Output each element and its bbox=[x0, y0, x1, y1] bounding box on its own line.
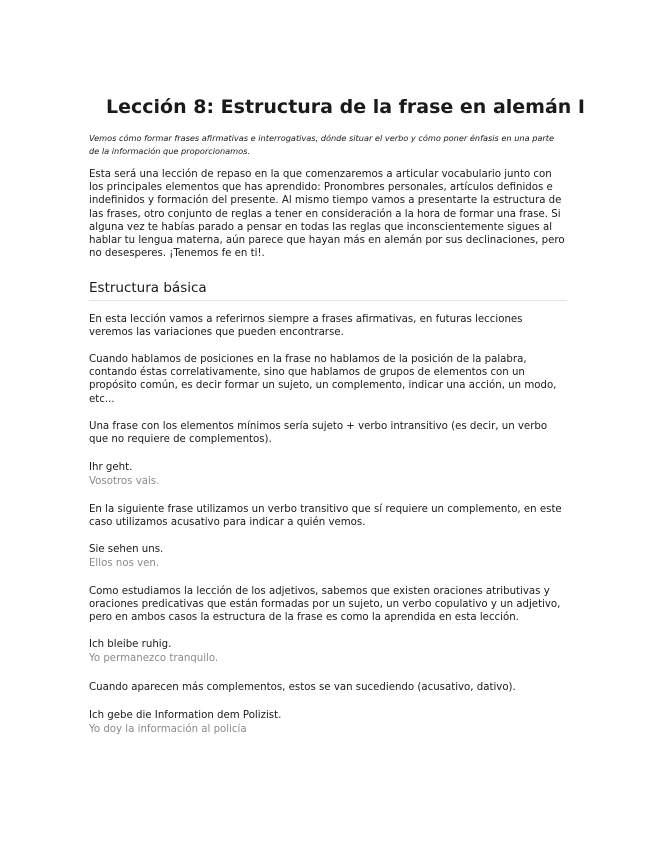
paragraph: Como estudiamos la lección de los adjetivos, sabemos que existen oraciones atributivas y oraciones predicativas que están formadas por un sujeto, un verbo copulativo y un adjetivo, pero en ambos casos la estructura de la frase es como la aprendida en esta lección. bbox=[89, 586, 561, 624]
german-example: Sie sehen uns. bbox=[89, 544, 164, 555]
spanish-translation: Vosotros vais. bbox=[89, 475, 160, 487]
paragraph: En la siguiente frase utilizamos un verbo transitivo que sí requiere un complemento, en este caso utilizamos acusativo para indicar a quién vemos. bbox=[89, 504, 562, 529]
example-block bbox=[89, 543, 567, 570]
section-heading: Estructura básica bbox=[89, 280, 207, 296]
intro-block bbox=[89, 168, 567, 260]
paragraph: Cuando hablamos de posiciones en la frase no hablamos de la posición de la palabra, contando éstas correlativamente, sino que hablamos de grupos de elementos con un propósito común, es decir formar un sujeto, un complemento, indicar una acción, un modo, etc... bbox=[89, 354, 557, 405]
paragraph: Cuando aparecen más complementos, estos se van sucediendo (acusativo, dativo). bbox=[89, 682, 516, 693]
example-block bbox=[89, 709, 567, 736]
german-example: Ich bleibe ruhig. bbox=[89, 639, 172, 650]
paragraph-block bbox=[89, 420, 567, 446]
spanish-translation: Ellos nos ven. bbox=[89, 557, 160, 569]
paragraph-block bbox=[89, 503, 567, 529]
example-block bbox=[89, 461, 567, 488]
german-example: Ich gebe die Information dem Polizist. bbox=[89, 710, 282, 721]
example-block bbox=[89, 638, 567, 665]
section-divider bbox=[89, 300, 567, 301]
german-example: Ihr geht. bbox=[89, 462, 133, 473]
paragraph-block bbox=[89, 681, 567, 694]
paragraph: En esta lección vamos a referirnos siempre a frases afirmativas, en futuras lecciones veremos las variaciones que pueden encontrarse. bbox=[89, 314, 523, 339]
lesson-subtitle: Vemos cómo formar frases afirmativas e interrogativas, dónde situar el verbo y cómo poner énfasis en una parte de la información que proporcionamos. bbox=[89, 133, 555, 156]
paragraph-block bbox=[89, 585, 567, 625]
section-header bbox=[89, 280, 567, 301]
paragraph-block bbox=[89, 313, 567, 339]
paragraph-block bbox=[89, 353, 567, 406]
spanish-translation: Yo permanezco tranquilo. bbox=[89, 652, 219, 664]
intro-paragraph: Esta será una lección de repaso en la que comenzaremos a articular vocabulario junto con los principales elementos que has aprendido: Pronombres personales, artículos definidos e indefinidos y formación del presente. Al mismo tiempo vamos a presentarte la estructura de las frases, otro conjunto de reglas a tener en consideración a la hora de formar una frase. Si alguna vez te habías parado a pensar en todas las reglas que inconscientemente sigues al hablar tu lengua materna, aún parece que hayan más en alemán por sus declinaciones, pero no desesperes. ¡Tenemos fe en ti!. bbox=[89, 169, 565, 260]
spanish-translation: Yo doy la información al policía bbox=[89, 723, 247, 735]
page-title: Lección 8: Estructura de la frase en alemán I bbox=[106, 96, 585, 118]
paragraph: Una frase con los elementos mínimos sería sujeto + verbo intransitivo (es decir, un verbo que no requiere de complementos). bbox=[89, 421, 548, 446]
